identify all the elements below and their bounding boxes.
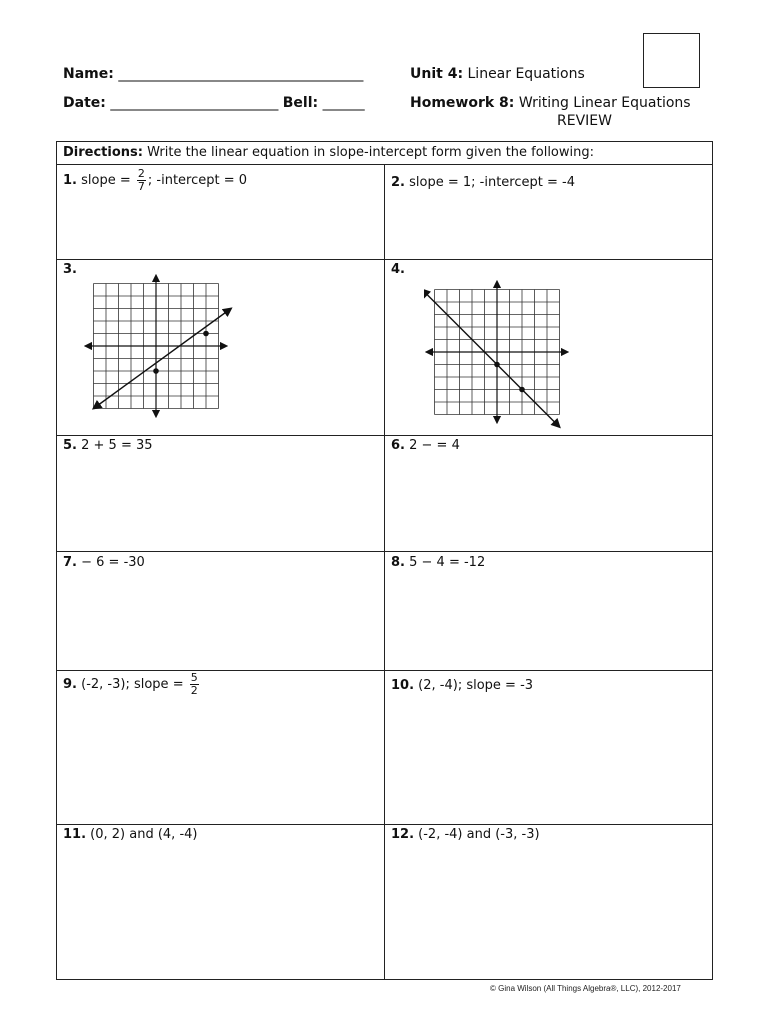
worksheet-table xyxy=(56,141,713,980)
directions-text: Write the linear equation in slope-intercept form given the following: xyxy=(147,145,594,160)
problem-1 xyxy=(63,168,247,193)
fraction-denominator: 2 xyxy=(190,684,198,697)
coordinate-graph xyxy=(84,268,236,428)
graph-point xyxy=(494,362,500,368)
fraction-numerator: 2 xyxy=(137,167,145,180)
unit-label: Unit 4: xyxy=(410,66,464,82)
problem-3 xyxy=(63,262,77,277)
problem-number: 12. xyxy=(391,827,415,842)
problem-number: 11. xyxy=(63,827,87,842)
problem-7 xyxy=(63,555,145,570)
date-label: Date: xyxy=(63,95,106,111)
homework-subtitle: REVIEW xyxy=(557,113,612,129)
row-divider xyxy=(57,259,712,260)
problem-number: 9. xyxy=(63,677,77,692)
problem-number: 7. xyxy=(63,555,77,570)
directions-row xyxy=(57,142,712,165)
problem-number: 6. xyxy=(391,438,405,453)
graph-point xyxy=(153,368,159,374)
graph-point xyxy=(519,387,525,393)
problem-text: (-2, -3); slope = xyxy=(81,677,184,692)
fraction-denominator: 7 xyxy=(137,180,145,193)
homework-line xyxy=(410,95,691,111)
name-field[interactable]: ___________________________________ xyxy=(118,66,364,82)
problem-number: 2. xyxy=(391,175,405,190)
problem-number: 3. xyxy=(63,262,77,277)
fraction xyxy=(190,672,199,697)
date-line xyxy=(63,95,365,111)
problem-text: − 6 = -30 xyxy=(81,555,145,570)
row-divider xyxy=(57,435,712,436)
problem-text-suffix: ; -intercept = 0 xyxy=(147,173,248,188)
problem-12 xyxy=(391,827,540,842)
homework-label: Homework 8: xyxy=(410,95,515,111)
graphed-line xyxy=(424,290,560,428)
column-divider xyxy=(384,165,385,979)
row-divider xyxy=(57,670,712,671)
fraction xyxy=(137,168,146,193)
copyright-footer: © Gina Wilson (All Things Algebra®, LLC), 2012-2017 xyxy=(490,984,681,993)
bell-label: Bell: xyxy=(282,95,319,111)
problem-5 xyxy=(63,438,153,453)
problem-text: 2 − = 4 xyxy=(409,438,460,453)
name-label: Name: xyxy=(63,66,114,82)
problem-10 xyxy=(391,678,533,693)
name-line xyxy=(63,66,363,82)
problem-text: slope = xyxy=(81,173,131,188)
bell-field[interactable]: ______ xyxy=(322,95,365,111)
problem-9 xyxy=(63,672,201,697)
problem-2 xyxy=(391,175,575,190)
row-divider xyxy=(57,824,712,825)
problem-text: (0, 2) and (4, -4) xyxy=(90,827,198,842)
problem-text: (2, -4); slope = -3 xyxy=(418,678,534,693)
problem-text: 5 − 4 = -12 xyxy=(409,555,486,570)
problem-text: 2 + 5 = 35 xyxy=(81,438,153,453)
problem-number: 1. xyxy=(63,173,77,188)
problem-text: slope = 1; -intercept = -4 xyxy=(409,175,575,190)
unit-title: Linear Equations xyxy=(467,66,585,82)
problem-6 xyxy=(391,438,460,453)
problem-text: (-2, -4) and (-3, -3) xyxy=(418,827,540,842)
problem-number: 10. xyxy=(391,678,415,693)
problem-number: 4. xyxy=(391,262,405,277)
date-field[interactable]: ________________________ xyxy=(110,95,279,111)
row-divider xyxy=(57,551,712,552)
problem-number: 5. xyxy=(63,438,77,453)
problem-4 xyxy=(391,262,405,277)
coordinate-graph xyxy=(424,270,574,435)
problem-number: 8. xyxy=(391,555,405,570)
score-box[interactable] xyxy=(643,33,700,88)
unit-line xyxy=(410,66,585,82)
problem-8 xyxy=(391,555,485,570)
fraction-numerator: 5 xyxy=(190,671,198,684)
graph-point xyxy=(203,331,209,337)
directions-label: Directions: xyxy=(63,145,143,160)
homework-title: Writing Linear Equations xyxy=(518,95,691,111)
problem-11 xyxy=(63,827,198,842)
